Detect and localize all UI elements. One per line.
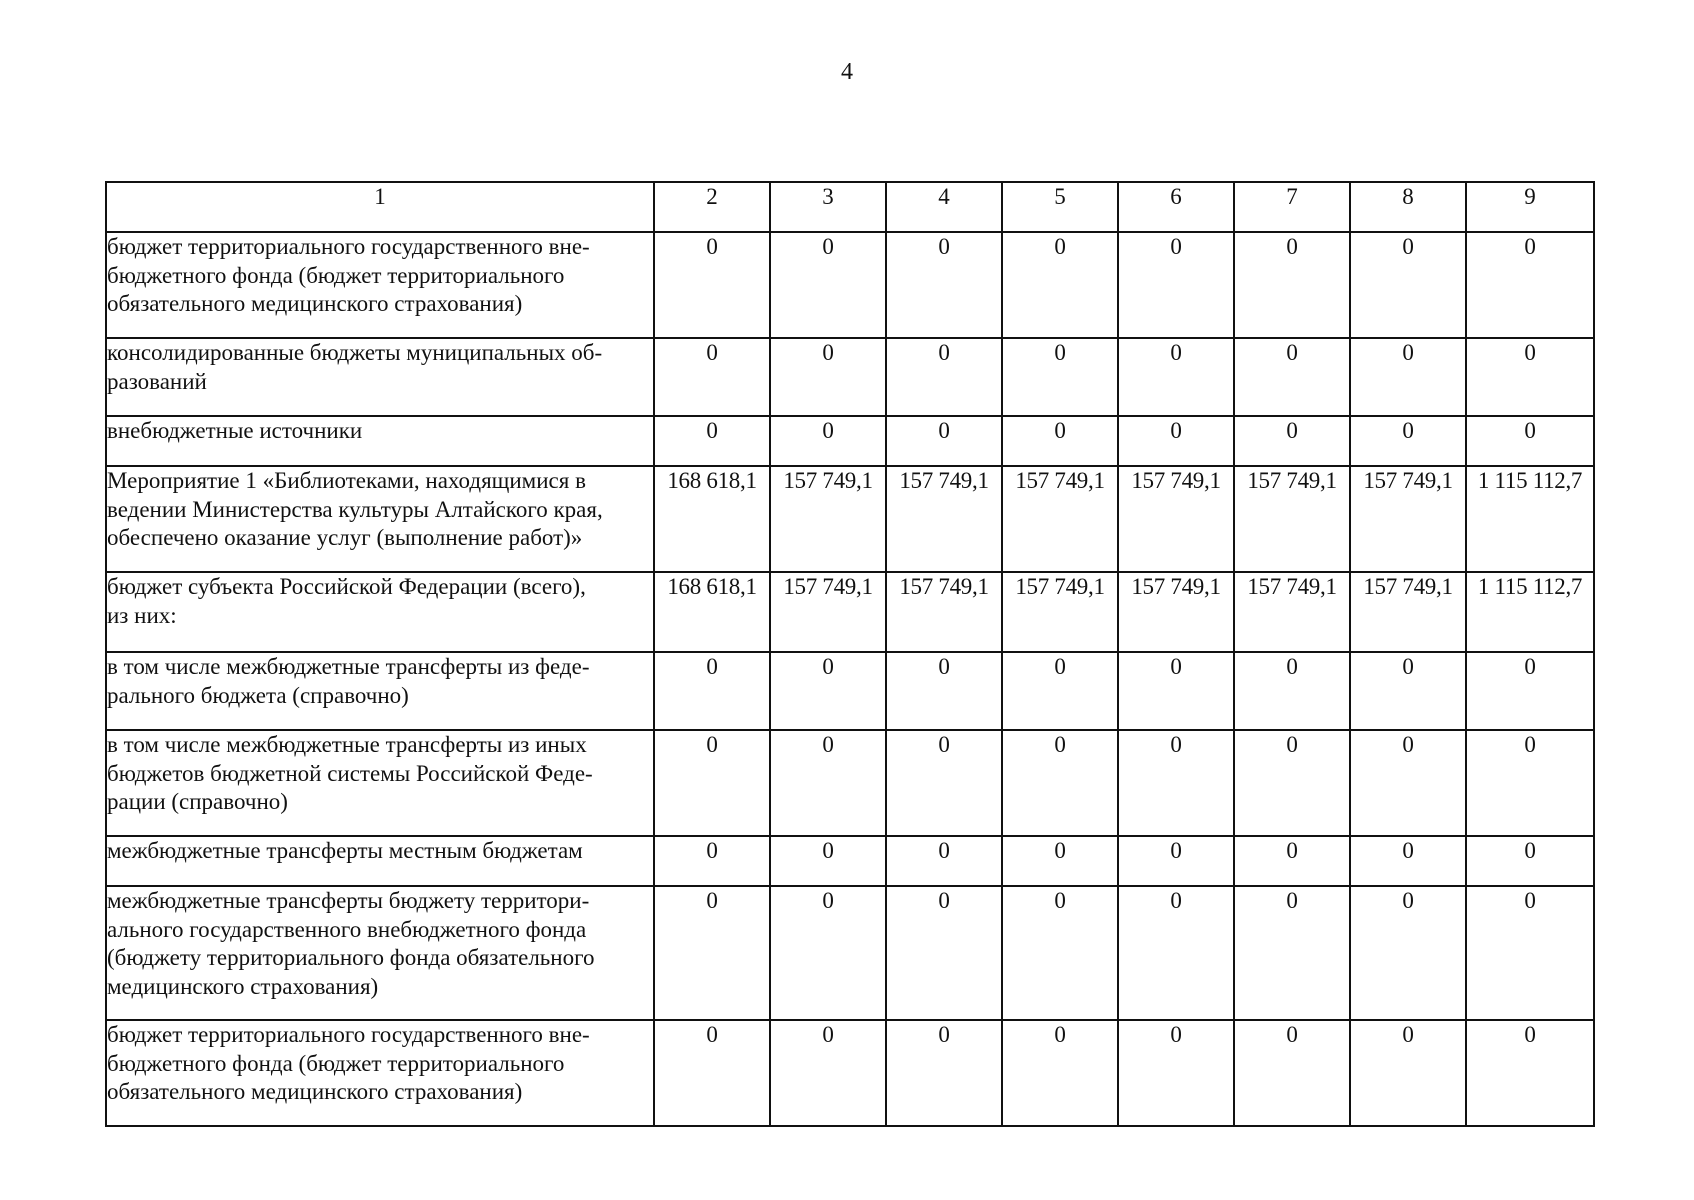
row-description [106, 730, 654, 836]
value-cell: 157 749,1 [886, 572, 1002, 652]
table-row [106, 416, 1594, 466]
column-number-2: 2 [654, 182, 770, 232]
value-cell: 157 749,1 [1234, 466, 1350, 572]
row-description [106, 416, 654, 466]
value-cell: 0 [654, 416, 770, 466]
value-cell: 0 [1234, 338, 1350, 416]
value-cell: 0 [770, 730, 886, 836]
value-cell: 0 [1118, 1020, 1234, 1126]
header-row [106, 182, 1594, 232]
value-cell: 0 [654, 232, 770, 338]
description-line: разований [107, 368, 207, 394]
value-cell: 0 [654, 836, 770, 886]
value-cell: 0 [770, 232, 886, 338]
value-cell: 0 [770, 886, 886, 1020]
value-cell: 0 [654, 338, 770, 416]
description-line: бюджет территориального государственного вне- [107, 1022, 590, 1047]
table-row [106, 466, 1594, 572]
value-cell: 0 [1002, 1020, 1118, 1126]
value-cell: 0 [1118, 338, 1234, 416]
value-cell: 0 [1002, 886, 1118, 1020]
table-row [106, 232, 1594, 338]
value-cell: 0 [1466, 1020, 1594, 1126]
description-line: консолидированные бюджеты муниципальных об- [107, 340, 603, 365]
column-number-9: 9 [1466, 182, 1594, 232]
description-line: обязательного медицинского страхования) [107, 1079, 523, 1104]
budget-table [105, 181, 1595, 1127]
value-cell: 0 [770, 1020, 886, 1126]
value-cell: 0 [1234, 730, 1350, 836]
description-line: межбюджетные трансферты местным бюджетам [107, 838, 583, 863]
row-description [106, 1020, 654, 1126]
description-line: из них: [107, 602, 177, 628]
value-cell: 157 749,1 [886, 466, 1002, 572]
description-line: в том числе межбюджетные трансферты из иных [107, 732, 587, 757]
value-cell: 0 [654, 886, 770, 1020]
value-cell: 0 [886, 416, 1002, 466]
value-cell: 0 [886, 1020, 1002, 1126]
value-cell: 168 618,1 [654, 572, 770, 652]
column-number-8: 8 [1350, 182, 1466, 232]
value-cell: 0 [1118, 886, 1234, 1020]
description-line: ального государственного внебюджетного фонда [107, 916, 587, 942]
description-line: Мероприятие 1 «Библиотеками, находящимися в [107, 468, 586, 493]
value-cell: 0 [1002, 730, 1118, 836]
value-cell: 157 749,1 [770, 466, 886, 572]
description-line: бюджетов бюджетной системы Российской Феде- [107, 760, 593, 786]
description-line: бюджетного фонда (бюджет территориального [107, 262, 565, 288]
value-cell: 0 [1466, 338, 1594, 416]
value-cell: 0 [1118, 232, 1234, 338]
value-cell: 0 [886, 730, 1002, 836]
value-cell: 0 [1350, 232, 1466, 338]
description-line: рации (справочно) [107, 789, 288, 814]
value-cell: 157 749,1 [770, 572, 886, 652]
table-row [106, 572, 1594, 652]
value-cell: 0 [1234, 1020, 1350, 1126]
value-cell: 157 749,1 [1350, 466, 1466, 572]
value-cell: 0 [1002, 338, 1118, 416]
description-line: ведении Министерства культуры Алтайского края, [107, 496, 603, 522]
table-row [106, 886, 1594, 1020]
value-cell: 0 [1350, 652, 1466, 730]
value-cell: 0 [654, 730, 770, 836]
description-line: бюджет субъекта Российской Федерации (всего), [107, 574, 586, 599]
description-line: бюджетного фонда (бюджет территориального [107, 1050, 565, 1076]
value-cell: 0 [770, 836, 886, 886]
description-line: обеспечено оказание услуг (выполнение работ)» [107, 525, 583, 550]
column-number-1: 1 [106, 182, 654, 232]
value-cell: 157 749,1 [1118, 466, 1234, 572]
value-cell: 0 [1466, 652, 1594, 730]
row-description [106, 836, 654, 886]
row-description [106, 652, 654, 730]
value-cell: 0 [1350, 338, 1466, 416]
value-cell: 168 618,1 [654, 466, 770, 572]
value-cell: 157 749,1 [1234, 572, 1350, 652]
description-line: внебюджетные источники [107, 418, 363, 443]
value-cell: 0 [1466, 886, 1594, 1020]
column-number-4: 4 [886, 182, 1002, 232]
row-description [106, 466, 654, 572]
description-line: (бюджету территориального фонда обязательного [107, 945, 595, 970]
table-row [106, 652, 1594, 730]
value-cell: 0 [1350, 730, 1466, 836]
value-cell: 0 [1234, 232, 1350, 338]
column-number-6: 6 [1118, 182, 1234, 232]
value-cell: 0 [1118, 416, 1234, 466]
table-row [106, 338, 1594, 416]
description-line: обязательного медицинского страхования) [107, 291, 523, 316]
row-description [106, 886, 654, 1020]
description-line: межбюджетные трансферты бюджету территори- [107, 888, 590, 913]
value-cell: 157 749,1 [1350, 572, 1466, 652]
value-cell: 0 [770, 416, 886, 466]
value-cell: 0 [1118, 836, 1234, 886]
value-cell: 0 [1002, 836, 1118, 886]
page-number: 4 [841, 59, 853, 85]
description-line: медицинского страхования) [107, 973, 379, 999]
row-description [106, 232, 654, 338]
value-cell: 0 [886, 886, 1002, 1020]
row-description [106, 338, 654, 416]
value-cell: 1 115 112,7 [1466, 466, 1594, 572]
column-number-7: 7 [1234, 182, 1350, 232]
value-cell: 0 [654, 1020, 770, 1126]
value-cell: 0 [1466, 730, 1594, 836]
value-cell: 157 749,1 [1002, 466, 1118, 572]
column-number-5: 5 [1002, 182, 1118, 232]
value-cell: 0 [1466, 232, 1594, 338]
value-cell: 0 [1002, 652, 1118, 730]
value-cell: 0 [654, 652, 770, 730]
value-cell: 0 [1234, 836, 1350, 886]
value-cell: 1 115 112,7 [1466, 572, 1594, 652]
description-line: бюджет территориального государственного вне- [107, 234, 590, 259]
value-cell: 0 [770, 338, 886, 416]
value-cell: 0 [1118, 652, 1234, 730]
table-row [106, 836, 1594, 886]
table-row [106, 1020, 1594, 1126]
value-cell: 0 [770, 652, 886, 730]
value-cell: 0 [886, 232, 1002, 338]
value-cell: 0 [886, 836, 1002, 886]
value-cell: 0 [1234, 886, 1350, 1020]
value-cell: 0 [1466, 416, 1594, 466]
table-row [106, 730, 1594, 836]
value-cell: 0 [1234, 652, 1350, 730]
value-cell: 157 749,1 [1118, 572, 1234, 652]
value-cell: 0 [1350, 886, 1466, 1020]
column-number-3: 3 [770, 182, 886, 232]
value-cell: 0 [1002, 232, 1118, 338]
value-cell: 0 [1118, 730, 1234, 836]
value-cell: 0 [1350, 416, 1466, 466]
value-cell: 0 [1350, 836, 1466, 886]
value-cell: 0 [1350, 1020, 1466, 1126]
value-cell: 157 749,1 [1002, 572, 1118, 652]
description-line: рального бюджета (справочно) [107, 682, 409, 708]
value-cell: 0 [886, 652, 1002, 730]
value-cell: 0 [1466, 836, 1594, 886]
row-description [106, 572, 654, 652]
value-cell: 0 [886, 338, 1002, 416]
value-cell: 0 [1002, 416, 1118, 466]
description-line: в том числе межбюджетные трансферты из феде- [107, 654, 590, 679]
value-cell: 0 [1234, 416, 1350, 466]
